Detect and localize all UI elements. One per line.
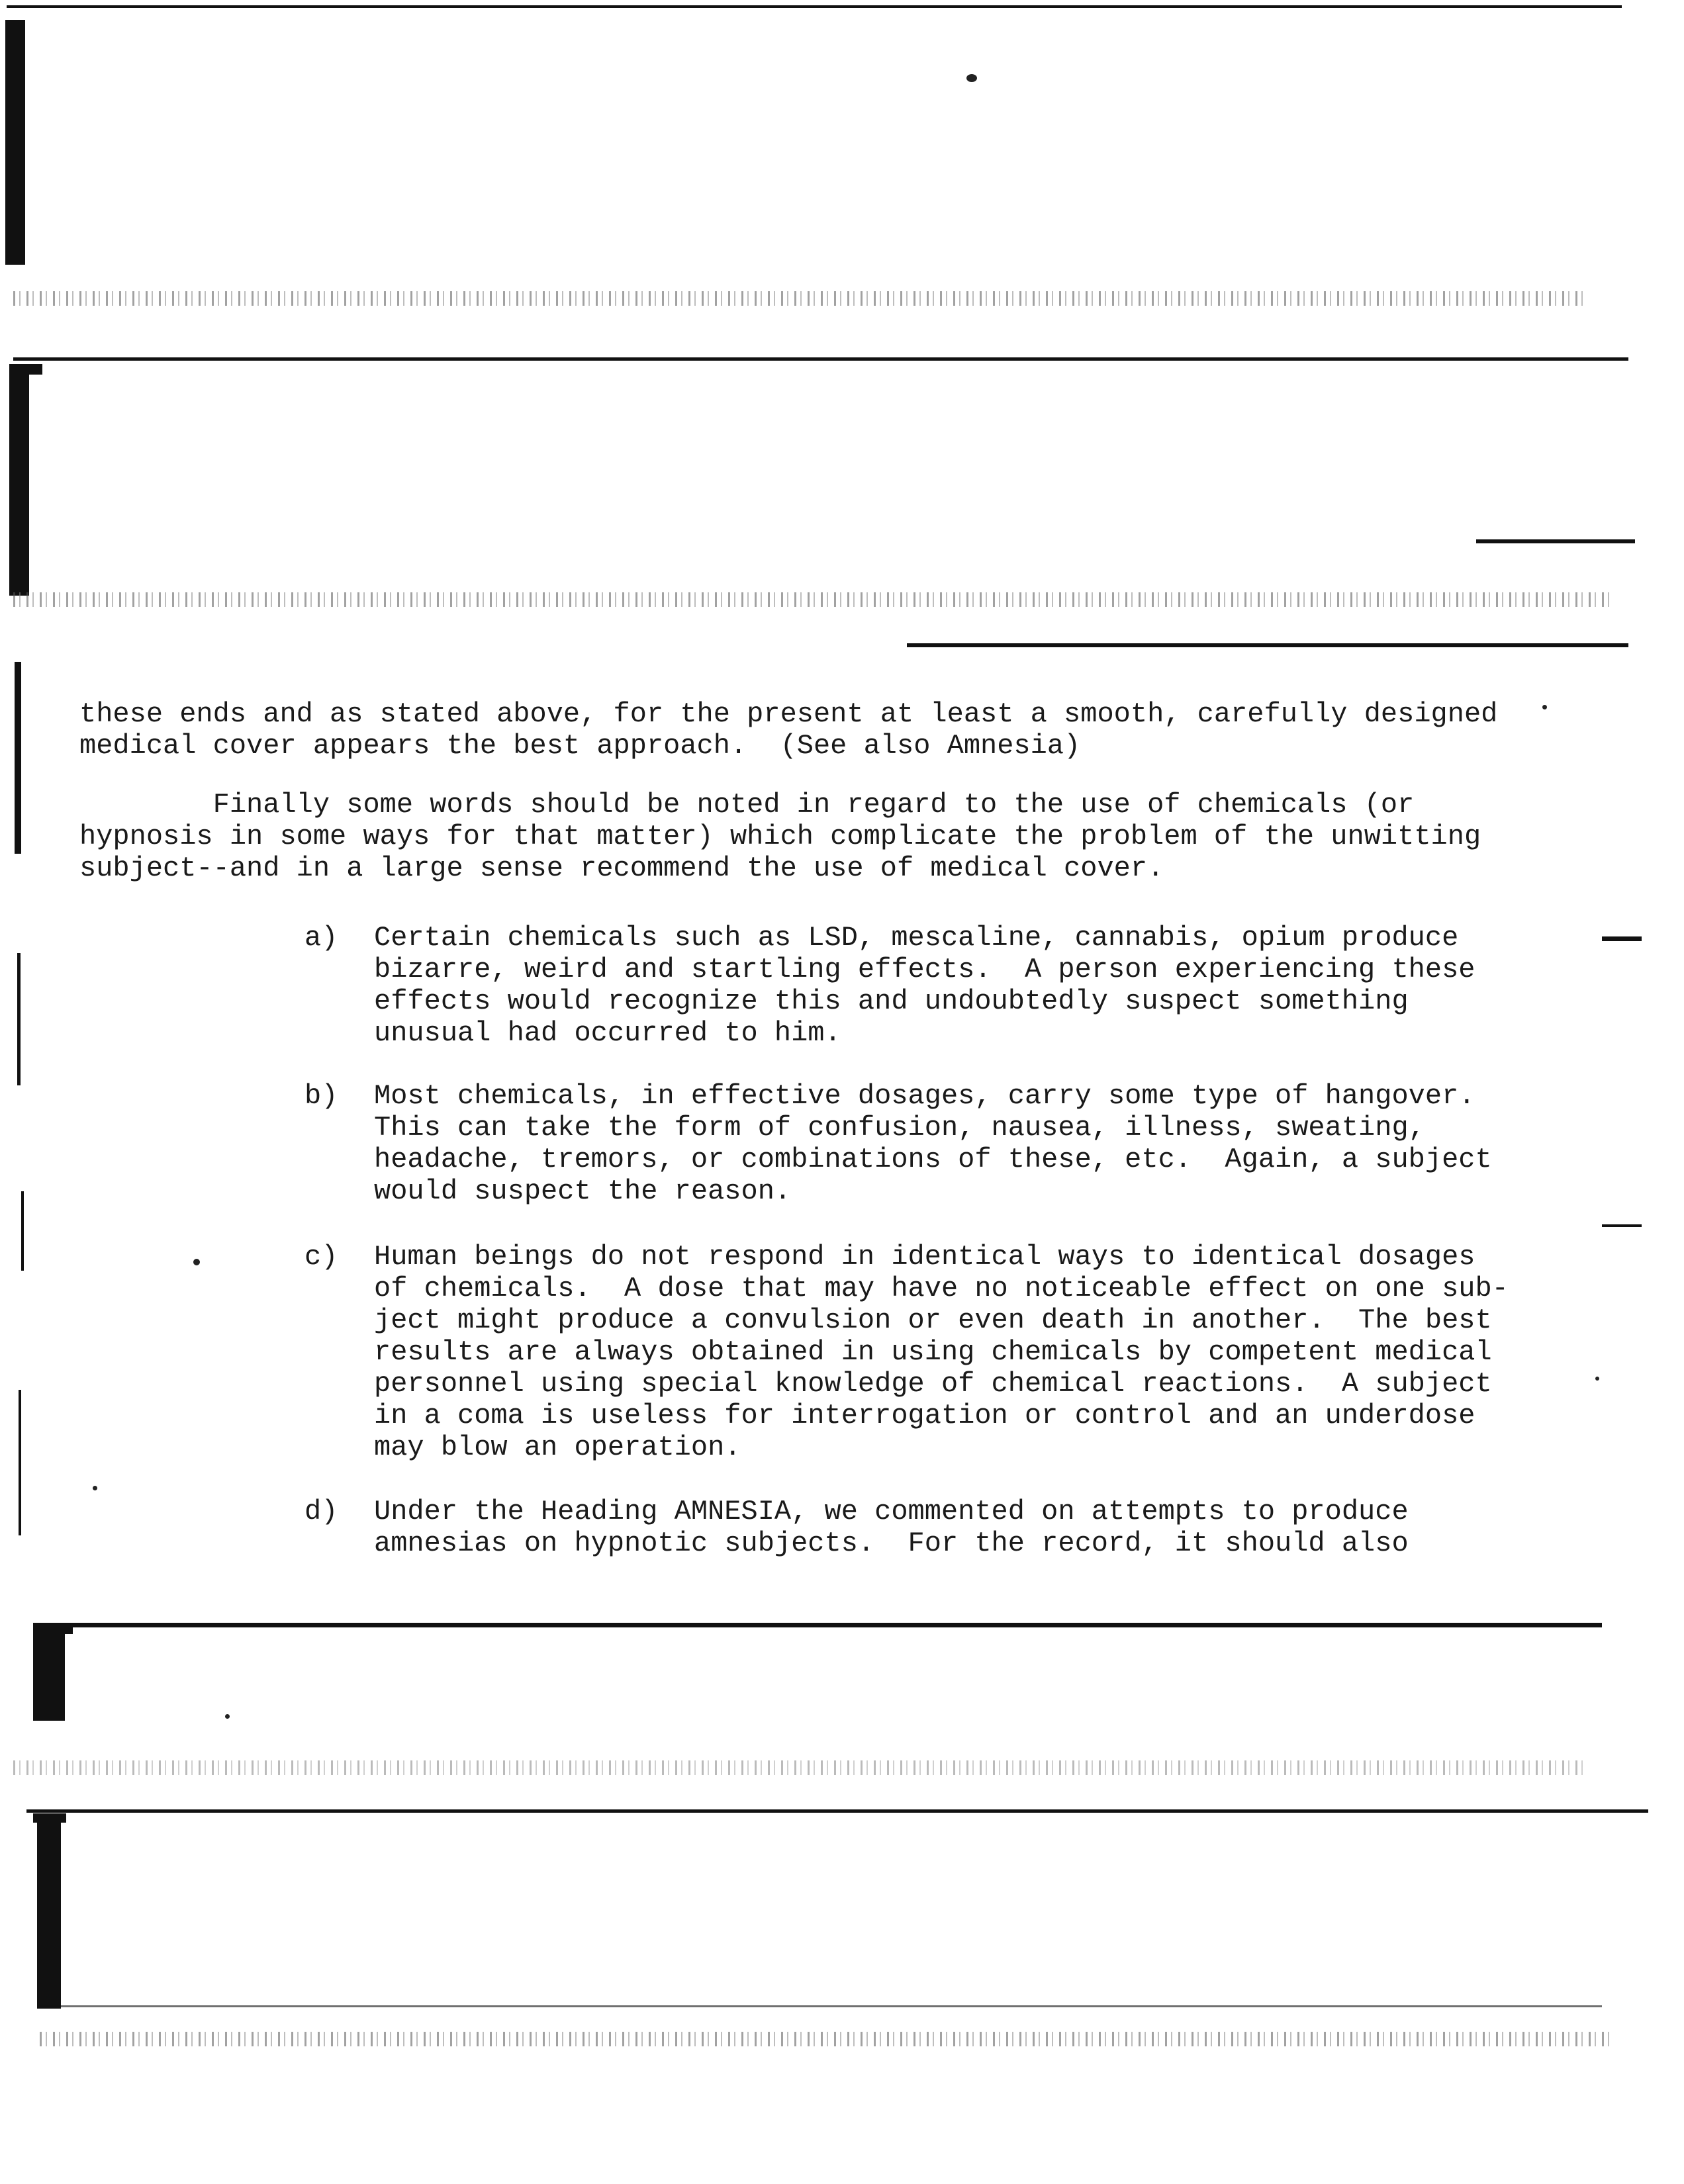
list-item-line: would suspect the reason. [374,1175,792,1207]
scan-left-bracket [37,1817,61,2009]
intro-paragraph [79,698,1509,762]
body-paragraph [79,789,1509,884]
scan-left-mark [17,953,21,1085]
paragraph-line: Finally some words should be noted in regard to the use of chemicals (or [79,789,1415,821]
list-item-label: a) [304,922,338,954]
list-item-line: of chemicals. A dose that may have no noticeable effect on one sub- [374,1273,1509,1304]
scan-border-line [907,643,1628,647]
list-item-line: headache, tremors, or combinations of these, etc. Again, a subject [374,1144,1492,1175]
list-item-line: results are always obtained in using chemicals by competent medical [374,1336,1492,1368]
scan-left-bracket [33,1628,65,1721]
scan-border-line [13,357,1628,361]
scan-left-bracket [5,20,25,265]
list-item-line: may blow an operation. [374,1432,741,1463]
scan-left-mark [15,662,21,854]
list-item-body [374,1496,1499,1559]
list-item-line: effects would recognize this and undoubtedly suspect something [374,985,1409,1017]
scan-border-line [7,5,1622,8]
list-item-label: d) [304,1496,338,1527]
scan-right-mark [1602,1224,1642,1227]
scan-left-mark [21,1191,24,1271]
scan-speck [1595,1377,1599,1381]
list-item-line: personnel using special knowledge of chemical reactions. A subject [374,1368,1492,1400]
scan-noise-band [13,291,1589,306]
paragraph-line: hypnosis in some ways for that matter) which complicate the problem of the unwitting [79,821,1481,852]
intro-line: medical cover appears the best approach. (See also Amnesia) [79,730,1081,762]
scan-border-line [26,1809,1648,1813]
scan-speck [966,74,977,82]
intro-line: these ends and as stated above, for the present at least a smooth, carefully designed [79,698,1498,730]
list-item-line: amnesias on hypnotic subjects. For the record, it should also [374,1527,1409,1559]
list-item-line: Human beings do not respond in identical ways to identical dosages [374,1241,1475,1273]
list-item-line: ject might produce a convulsion or even death in another. The best [374,1304,1492,1336]
scan-border-line [40,2005,1602,2007]
scan-noise-band [13,1760,1589,1775]
list-item-line: Certain chemicals such as LSD, mescaline, cannabis, opium produce [374,922,1459,954]
list-item-line: Most chemicals, in effective dosages, carry some type of hangover. [374,1080,1475,1112]
list-item-line: Under the Heading AMNESIA, we commented on attempts to produce [374,1496,1409,1527]
list-item-label: c) [304,1241,338,1273]
scan-right-mark [1602,936,1642,941]
list-item-label: b) [304,1080,338,1112]
scan-speck [225,1714,230,1719]
scan-speck [193,1259,200,1265]
list-item-line: unusual had occurred to him. [374,1017,841,1049]
scan-left-mark [19,1390,21,1535]
list-item-body [374,1080,1499,1207]
scan-speck [1542,705,1547,709]
list-item-line: in a coma is useless for interrogation or control and an underdose [374,1400,1475,1432]
list-item-line: This can take the form of confusion, nausea, illness, sweating, [374,1112,1425,1144]
list-item-line: bizarre, weird and startling effects. A person experiencing these [374,954,1475,985]
scan-speck [93,1486,97,1490]
list-item-body [374,922,1499,1049]
scan-noise-band [13,592,1615,607]
scan-left-bracket [9,371,29,596]
list-item-body [374,1241,1509,1463]
scan-noise-band [40,2032,1615,2046]
paragraph-line: subject--and in a large sense recommend the use of medical cover. [79,852,1164,884]
scan-border-line [1476,539,1635,543]
scan-border-line [33,1623,1602,1627]
